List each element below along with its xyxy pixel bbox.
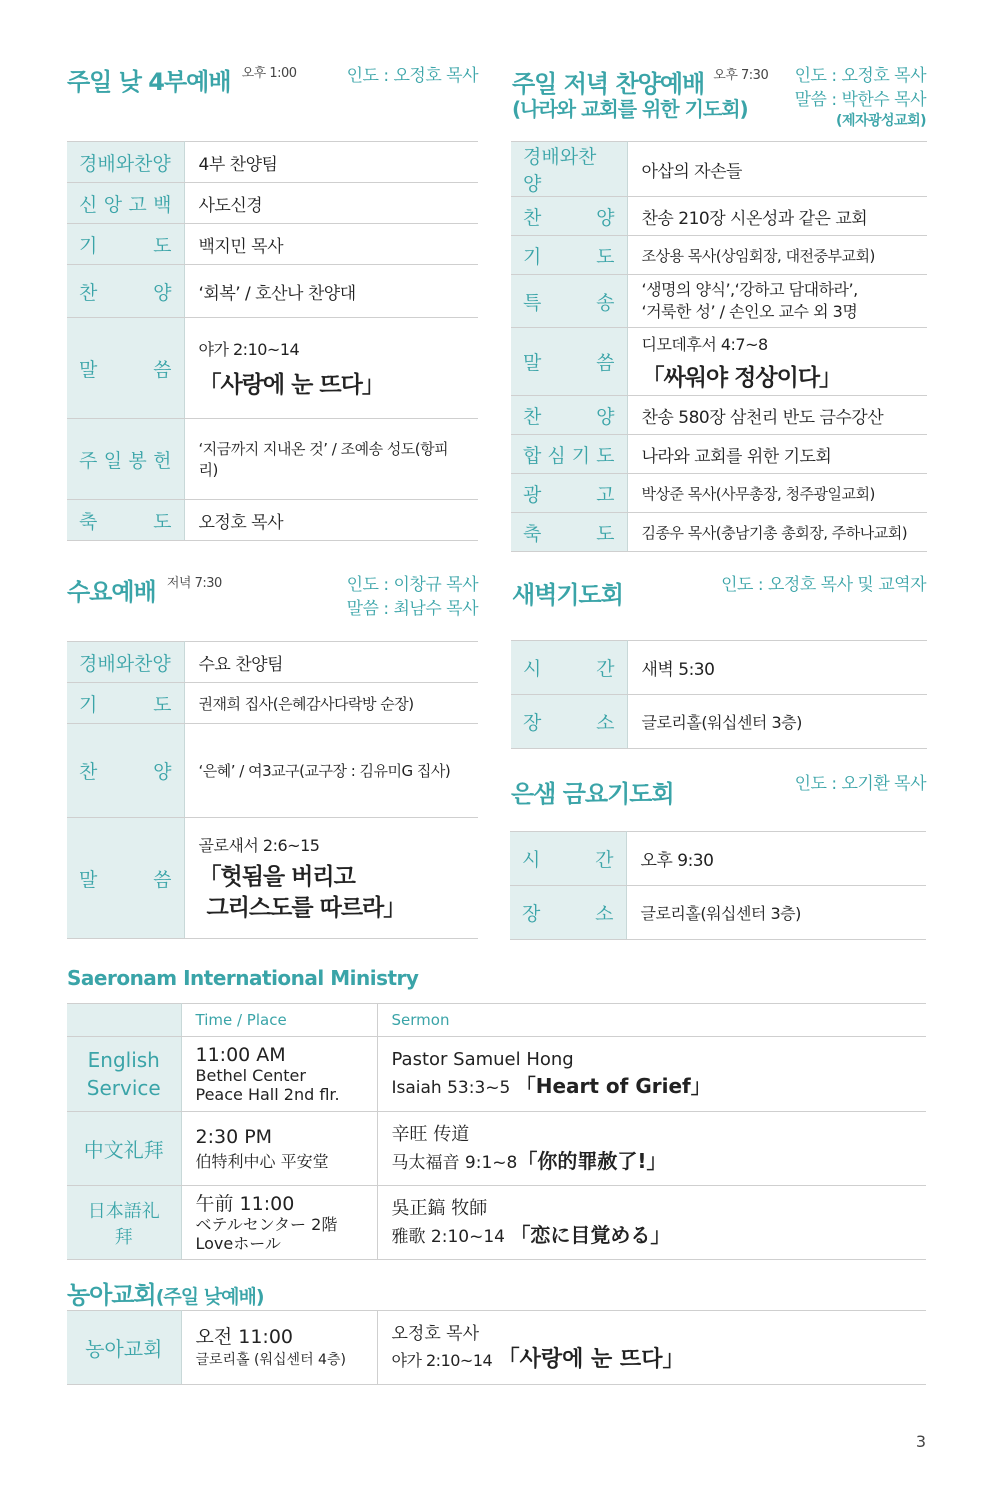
preacher: 오정호 목사 [391, 1324, 480, 1344]
header-blank [67, 1004, 181, 1037]
page-number: 3 [915, 1432, 926, 1451]
row-label: 찬 양 [67, 265, 184, 318]
sunday-evening-table [511, 141, 927, 552]
intl-table [67, 1003, 926, 1260]
table-row [67, 724, 478, 818]
time-place-cell [181, 1186, 377, 1260]
wednesday-preacher: 말씀 : 최남수 목사 [346, 599, 478, 619]
sermon-cell [184, 818, 478, 939]
sermon-title: 「사랑에 눈 뜨다」 [497, 1347, 685, 1372]
table-row [67, 142, 478, 183]
row-label: 찬 양 [511, 197, 627, 236]
table-row [67, 224, 478, 265]
table-row [511, 396, 927, 435]
sermon-title: 「사랑에 눈 뜨다」 [198, 372, 384, 398]
sermon-line [392, 1073, 913, 1101]
sermon-title: 「你的罪赦了!」 [517, 1148, 667, 1173]
table-row [511, 197, 927, 236]
table-row [67, 265, 478, 318]
row-label: 경배와찬양 [511, 142, 627, 197]
table-row [67, 500, 478, 541]
row-label: 장 소 [510, 886, 626, 940]
wednesday-leader-block [347, 573, 478, 621]
sunday-evening-preacher-church: (제자광성교회) [836, 113, 926, 129]
deaf-header [67, 1275, 264, 1310]
special-line-2: ‘거룩한 성’ / 손인오 교수 외 3명 [641, 302, 858, 321]
sermon-title: 「恋に目覚める」 [510, 1222, 671, 1247]
row-value: 김종우 목사(충남기총 총회장, 주하나교회) [627, 513, 927, 552]
sermon-ref: 골로새서 2:6~15 [198, 835, 320, 855]
row-value: 사도신경 [184, 183, 478, 224]
table-row [511, 474, 927, 513]
service-label-line-1: English [87, 1048, 160, 1072]
table-row [510, 886, 926, 940]
service-time: 11:00 AM [195, 1044, 286, 1066]
dawn-title: 새벽기도회 [512, 581, 623, 609]
table-row [511, 695, 927, 749]
row-value: 아삽의 자손들 [627, 142, 927, 197]
table-row [511, 142, 927, 197]
service-label: 中文礼拜 [67, 1112, 181, 1186]
table-row [67, 419, 478, 500]
wednesday-time: 저녁 7:30 [166, 576, 222, 591]
table-row [67, 1311, 926, 1385]
dawn-table [511, 640, 927, 749]
service-place-1: Bethel Center [195, 1066, 306, 1085]
row-label: 찬 양 [511, 396, 627, 435]
row-label: 찬 양 [67, 724, 184, 818]
sunday-evening-leader: 인도 : 오정호 목사 [794, 66, 926, 86]
row-value: 오정호 목사 [184, 500, 478, 541]
sermon-ref: 야가 2:10~14 [391, 1351, 493, 1370]
sermon-ref: 야가 2:10~14 [198, 340, 300, 359]
sunday-evening-time: 오후 7:30 [713, 68, 769, 83]
time-place-cell [181, 1112, 377, 1186]
table-row [511, 513, 927, 552]
sermon-ref: 디모데후서 4:7~8 [641, 334, 768, 354]
table-row [67, 1186, 926, 1260]
row-value: 찬송 210장 시온성과 같은 교회 [627, 197, 927, 236]
row-value: 오후 9:30 [626, 832, 926, 886]
row-label: 합 심 기 도 [511, 435, 627, 474]
sermon-line [392, 1347, 913, 1374]
sermon-title: 「싸워야 정상이다」 [641, 364, 842, 391]
sermon-cell [377, 1037, 926, 1112]
sermon-title-2: 그리스도를 따르라」 [206, 894, 406, 921]
table-row [67, 683, 478, 724]
sunday-evening-title: 주일 저녁 찬양예배 [512, 70, 705, 98]
row-label [67, 183, 184, 224]
service-label [67, 1037, 181, 1112]
table-row [511, 641, 927, 695]
row-value: 4부 찬양팀 [184, 142, 478, 183]
intl-header-row [67, 1004, 926, 1037]
service-place: 글로리홀 (워십센터 4층) [195, 1351, 346, 1368]
sunday-evening-leader-block [795, 64, 926, 130]
deaf-title: 농아교회 [67, 1281, 156, 1309]
time-place-cell [181, 1311, 377, 1385]
table-row [510, 832, 926, 886]
sunday-evening-subtitle: (나라와 교회를 위한 기도회) [512, 97, 748, 121]
row-label: 말 씀 [67, 818, 184, 939]
row-label: 말 씀 [511, 328, 627, 396]
friday-leader: 인도 : 오기환 목사 [794, 774, 926, 794]
row-label: 기 도 [67, 224, 184, 265]
sermon-line [392, 1148, 913, 1176]
row-value: 조상용 목사(상임회장, 대전중부교회) [627, 236, 927, 275]
row-value: 수요 찬양팀 [184, 642, 478, 683]
time-place-cell [181, 1037, 377, 1112]
row-value: ‘회복’ / 호산나 찬양대 [184, 265, 478, 318]
service-place-1: ベテルセンター 2階 [195, 1214, 338, 1234]
row-label: 시 간 [510, 832, 626, 886]
table-row [67, 1037, 926, 1112]
row-label: 기 도 [511, 236, 627, 275]
service-time: 2:30 PM [195, 1126, 273, 1148]
row-label: 시 간 [511, 641, 627, 695]
row-value: 새벽 5:30 [627, 641, 927, 695]
preacher: 吳正鎬 牧師 [391, 1197, 488, 1219]
row-value: 박상준 목사(사무총장, 청주광일교회) [627, 474, 927, 513]
sermon-cell [377, 1112, 926, 1186]
row-value: 찬송 580장 삼천리 반도 금수강산 [627, 396, 927, 435]
row-label: 경배와찬양 [67, 142, 184, 183]
sermon-title-1: 「헛됨을 버리고 [198, 863, 355, 890]
header-time-place: Time / Place [181, 1004, 377, 1037]
preacher: Pastor Samuel Hong [391, 1049, 574, 1070]
table-row [511, 328, 927, 396]
special-cell [627, 275, 927, 328]
table-row [67, 1112, 926, 1186]
sermon-ref: 雅歌 2:10~14 [391, 1226, 505, 1247]
preacher: 辛旺 传道 [391, 1123, 470, 1145]
row-value: 권재희 집사(은혜감사다락방 순장) [184, 683, 478, 724]
table-row [511, 236, 927, 275]
wednesday-table [67, 641, 478, 939]
sermon-cell [627, 328, 927, 396]
spaced-label: 신 앙 고 백 [79, 193, 172, 216]
row-value: ‘은혜’ / 여3교구(교구장 : 김유미G 집사) [184, 724, 478, 818]
sermon-cell [184, 318, 478, 419]
row-label: 축 도 [511, 513, 627, 552]
sunday-evening-preacher: 말씀 : 박한수 목사 [794, 90, 926, 110]
row-label: 광 고 [511, 474, 627, 513]
sermon-line [392, 1222, 913, 1250]
service-time: 오전 11:00 [195, 1325, 294, 1348]
service-place-2: Loveホール [195, 1233, 281, 1253]
row-value: ‘지금까지 지내온 것’ / 조예송 성도(항피리) [184, 419, 478, 500]
table-row [67, 818, 478, 939]
sermon-ref: Isaiah 53:3~5 [391, 1078, 511, 1098]
wednesday-header [67, 572, 222, 607]
row-label: 특 송 [511, 275, 627, 328]
row-label: 기 도 [67, 683, 184, 724]
table-row [511, 435, 927, 474]
intl-title: Saeronam International Ministry [67, 966, 419, 990]
table-row [67, 642, 478, 683]
dawn-leader: 인도 : 오정호 목사 및 교역자 [721, 575, 926, 595]
service-label: 농아교회 [67, 1311, 181, 1385]
wednesday-title: 수요예배 [67, 578, 156, 606]
deaf-title-sub: (주일 낮예배) [155, 1286, 264, 1308]
wednesday-leader: 인도 : 이창규 목사 [346, 575, 478, 595]
row-value: 나라와 교회를 위한 기도회 [627, 435, 927, 474]
row-label: 축 도 [67, 500, 184, 541]
sunday-4th-header [67, 62, 297, 97]
special-line-1: ‘생명의 양식’,‘강하고 담대하라’, [641, 280, 858, 299]
service-time: 午前 11:00 [195, 1192, 295, 1215]
service-label: 日本語礼拜 [67, 1186, 181, 1260]
service-place-1: 伯特利中心 平安堂 [195, 1152, 329, 1171]
row-label: 말 씀 [67, 318, 184, 419]
deaf-table [67, 1310, 926, 1385]
row-label: 주 일 봉 헌 [67, 419, 184, 500]
friday-table [510, 831, 926, 940]
sermon-cell [377, 1311, 926, 1385]
row-value: 글로리홀(워십센터 3층) [627, 695, 927, 749]
table-row [511, 275, 927, 328]
header-sermon: Sermon [377, 1004, 926, 1037]
service-label-line-2: Service [86, 1076, 161, 1100]
friday-title: 은샘 금요기도회 [511, 780, 674, 808]
sunday-4th-leader: 인도 : 오정호 목사 [346, 66, 478, 86]
service-place-2: Peace Hall 2nd flr. [195, 1085, 340, 1104]
row-value: 백지민 목사 [184, 224, 478, 265]
sunday-4th-title: 주일 낮 4부예배 [67, 68, 231, 96]
row-label: 경배와찬양 [67, 642, 184, 683]
sermon-ref: 马太福音 9:1~8 [391, 1152, 518, 1173]
sunday-4th-table [67, 141, 478, 541]
row-value: 글로리홀(워십센터 3층) [626, 886, 926, 940]
table-row [67, 318, 478, 419]
sermon-title: 「Heart of Grief」 [515, 1074, 711, 1098]
sunday-4th-time: 오후 1:00 [241, 66, 297, 81]
table-row [67, 183, 478, 224]
row-label: 장 소 [511, 695, 627, 749]
sermon-cell [377, 1186, 926, 1260]
